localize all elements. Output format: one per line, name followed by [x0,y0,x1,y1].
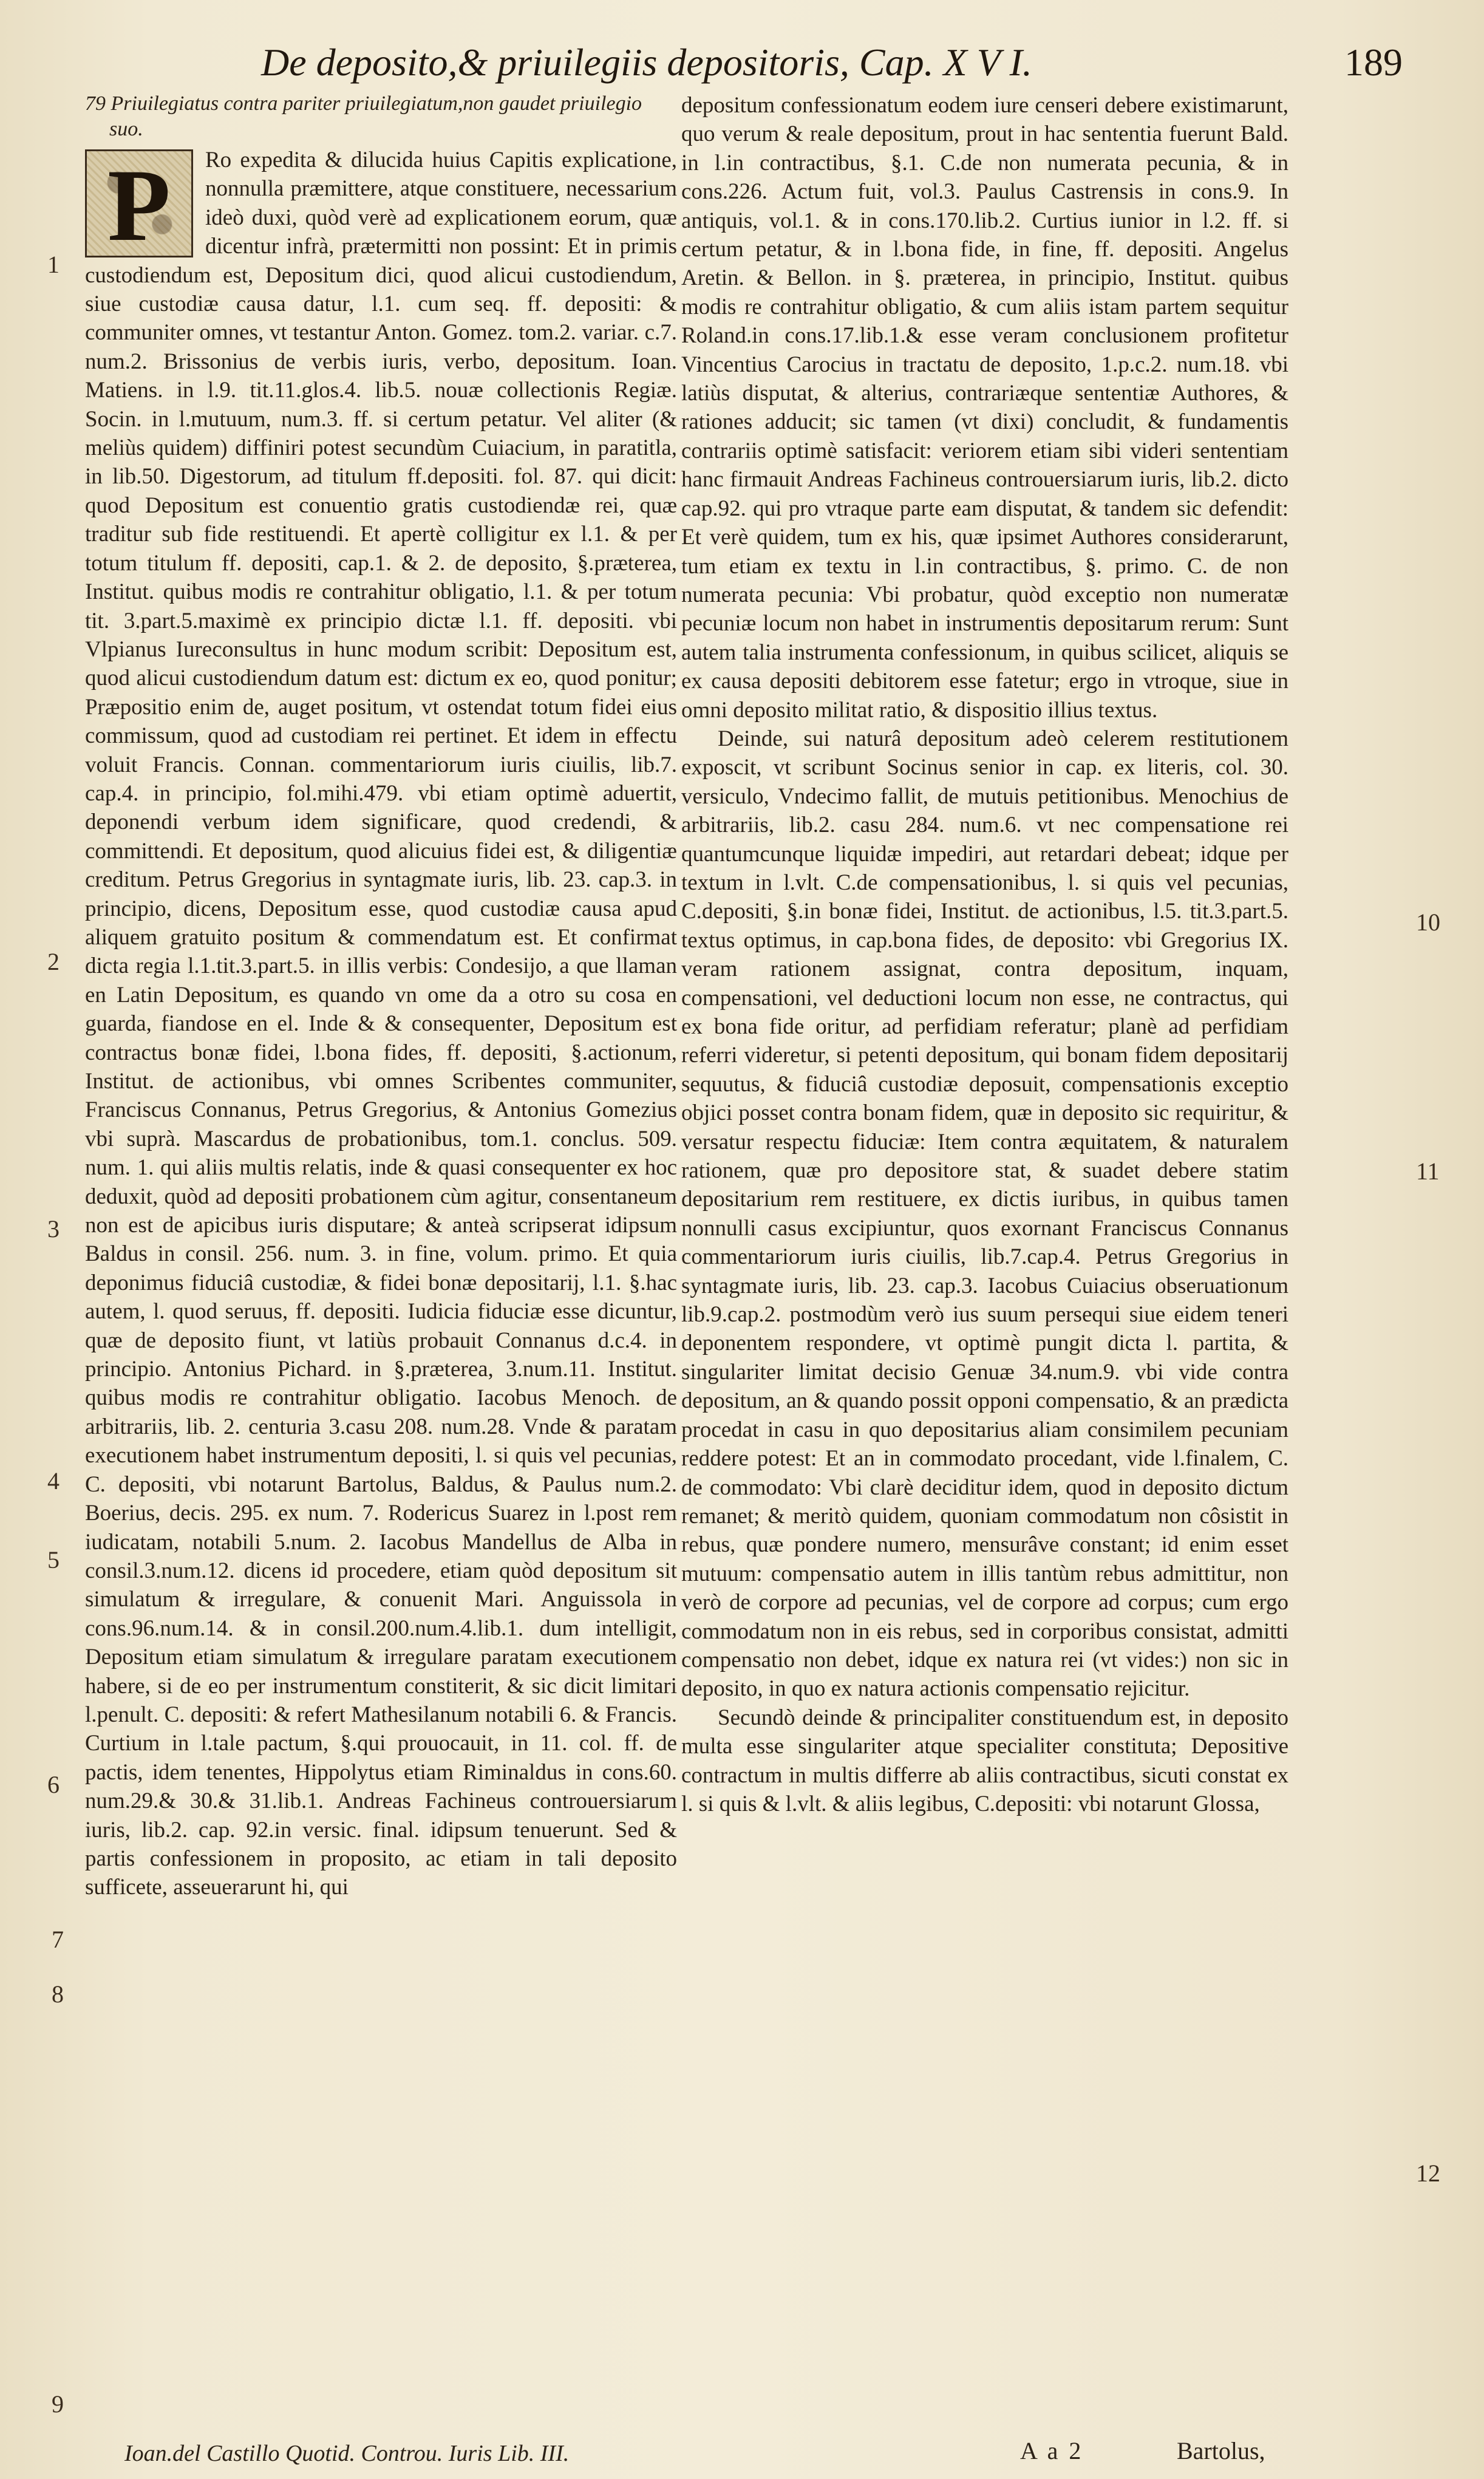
right-paragraph-1: depositum confessionatum eodem iure censeri debere existimarunt, quo verum & reale depositum, prout in hac sententia fuerunt Bald. in l.in contractibus, §.1. C.de non numerata pecunia, & in cons.226. Actum fuit, vol.3. Paulus Castrensis in cons.9. In antiquis, vol.1. & in cons.170.lib.2. Curtius iunior in l.2. ff. si certum petatur, & in l.bona fide, in fine, ff. depositi. Angelus Aretin. & Bellon. in §. præterea, in principio, Institut. quibus modis re contrahitur obligatio, & cum aliis istam partem sequitur Roland.in cons.17.lib.1.& esse veram conclusionem profitetur Vincentius Carocius in tractatu de deposito, 1.p.c.2. num.18. vbi latiùs disputat, & alterius, contrariæque sententiæ Authores, & rationes adducit; sic tamen (vt dixi) concludit, & fundamentis contrariis optimè satisfacit: veriorem etiam sibi videri sententiam hanc firmauit Andreas Fachineus controuersiarum iuris, lib.2. dicto cap.92. qui pro vtraque parte eam disputat, & tandem sic defendit: Et verè quidem, tum ex his, quæ ipsimet Authores considerarunt, tum etiam ex textu in l.in contractibus, §. primo. C. de non numerata pecunia: Vbi probatur, quòd exceptio non numeratæ pecuniæ locum non habet in instrumentis depositarum rerum: Sunt autem talia instrumenta confessionum, in quibus scilicet, aliquis se ex causa depositi debitorem esse fatetur; ergo in vtroque, siue in omni deposito militat ratio, & dispositio illius textus. [681,93,1288,723]
ornamental-drop-cap [85,148,193,262]
margin-number-1: 1 [47,251,60,278]
margin-number-4: 4 [47,1467,60,1495]
header-title: De deposito,& priuilegiis depositoris, Cap. X V I. [261,41,1032,84]
side-note-heading: 79 Priuilegiatus contra pariter priuilegiatum,non gaudet priuilegio suo. [85,92,642,140]
left-paragraph-1: Ro expedita & dilucida huius Capitis explicatione, nonnulla præmittere, atque constituere, necessarium ideò duxi, quòd verè ad explicationem eorum, quæ dicentur infrà, prætermitti non possint: Et in primis custodiendum est, Depositum dici, quod alicui custodiendum, siue custodiæ causa datur, l.1. cum seq. ff. depositi: & communiter omnes, vt testantur Anton. Gomez. tom.2. variar. c.7. num.2. Brissonius de verbis iuris, verbo, depositum. Ioan. Matiens. in l.9. tit.11.glos.4. lib.5. nouæ collectionis Regiæ. Socin. in l.mutuum, num.3. ff. si certum petatur. Vel aliter (& meliùs quidem) diffiniri potest secundùm Cuiacium, in paratitla, in lib.50. Digestorum, ad titulum ff.depositi. fol. 87. qui dicit: quod Depositum est conuentio gratis custodiendæ rei, quæ traditur sub fide restituendi. Et apertè colligitur ex l.1. & per totum titulum ff. depositi, cap.1. & 2. de deposito, §.præterea, Institut. quibus modis re contrahitur obligatio, l.1. & per totum tit. 3.part.5.maximè ex principio dictæ l.1. ff. depositi. vbi Vlpianus Iureconsultus in hunc modum scribit: Depositum est, quod alicui custodiendum datum est: dictum ex eo, quod ponitur; Præpositio enim de, auget positum, vt ostendat totum fidei eius commissum, quod ad custodiam rei pertinet. Et idem in effectu voluit Francis. Connan. commentariorum iuris ciuilis, lib.7. cap.4. in principio, fol.mihi.479. vbi etiam optimè aduertit, deponendi verbum idem significare, quod credendi, & committendi. Et depositum, quod alicuius fidei est, & diligentiæ creditum. Petrus Gregorius in syntagmate iuris, lib. 23. cap.3. in principio, dicens, Depositum esse, quod custodiæ causa apud aliquem gratuito positum & commendatum est. Et confirmat dicta regia l.1.tit.3.part.5. in illis verbis: Condesijo, a que llaman en Latin Depositum, es quando vn ome da a otro su cosa en guarda, fiandose en el. Inde & & consequenter, Depositum est contractus bonæ fidei, l.bona fides, ff. depositi, §.actionum, Institut. de actionibus, vbi omnes Scribentes communiter, Franciscus Connanus, Petrus Gregorius, & Antonius Gomezius vbi suprà. Mascardus de probationibus, tom.1. conclus. 509. num. 1. qui aliis multis relatis, inde & quasi consequenter ex hoc deduxit, quòd ad depositi probationem cùm agitur, consentaneum non est de apicibus iuris disputare; & anteà scripserat idipsum Baldus in consil. 256. num. 3. in fine, volum. primo. Et quia deponimus fiduciâ custodiæ, & fidei bonæ depositarij, l.1. §.hac autem, l. quod seruus, ff. depositi. Iudicia fiduciæ esse dicuntur, quæ de deposito fiunt, vt latiùs probauit Connanus d.c.4. in principio. Antonius Pichard. in §.præterea, 3.num.11. Institut. quibus modis re contrahitur obligatio. Iacobus Menoch. de arbitrariis, lib. 2. centuria 3.casu 208. num.28. Vnde & paratam executionem habet instrumentum depositi, l. si quis vel pecunias, C. depositi, vbi notarunt Bartolus, Baldus, & Paulus num.2. Boerius, decis. 295. ex num. 7. Rodericus Suarez in l.post rem iudicatam, notabili 5.num. 2. Iacobus Mandellus de Alba in consil.3.num.12. dicens id procedere, etiam quòd depositum sit simulatum & irregulare, & conuenit Mari. Anguissola in cons.96.num.14. & in consil.200.num.4.lib.1. dum intelligit, Depositum etiam simulatum & irregulare paratam executionem habere, si de eo per instrumentum constiterit, & sic dicit limitari l.penult. C. depositi: & refert Mathesilanum notabili 6. & Francis. Curtium in l.tale pactum, §.qui prouocauit, in 11. col. ff. de pactis, idem tenentes, Hippolytus etiam Riminaldus in cons.60. num.29.& 30.& 31.lib.1. Andreas Fachineus controuersiarum iuris, lib.2. cap. 92.in versic. final. idipsum tenuerunt. Sed & partis confessionem in proposito, ac etiam in tali deposito sufficete, asseuerarunt hi, qui [85,148,677,1900]
catchword: Bartolus, [1177,2437,1265,2464]
margin-number-5: 5 [47,1546,60,1574]
signature-mark: A a 2 [1020,2437,1084,2464]
drop-cap-letter: P [107,148,171,262]
margin-number-10: 10 [1416,909,1440,936]
running-header [261,29,1415,96]
right-paragraph-2: Deinde, sui naturâ depositum adeò celerem restitutionem exposcit, vt scribunt Socinus senior in cap. ex literis, col. 30. versiculo, Vndecimo fallit, de mutuis petitionibus. Menochius de arbitrariis, lib.2. casu 284. num.6. vt nec compensatione rei quantumcunque liquidæ impediri, aut retardari debeat; idque per textum in l.vlt. C.de compensationibus, l. si quis vel pecunias, C.depositi, §.in bonæ fidei, Institut. de actionibus, l.5. tit.3.part.5. textus optimus, in cap.bona fides, de deposito: vbi Gregorius IX. veram rationem assignat, contra depositum, inquam, compensationi, vel deductioni locum non esse, ne contractus, qui ex bona fide oritur, ad perfidiam referatur; planè ad perfidiam referri videretur, si petenti depositum, qui bonam fidem depositarij sequutus, & fiduciâ custodiæ deposuit, compensationis exceptio objici posset contra bonam fidem, quæ in deposito sic requiritur, & versatur respectu fiduciæ: Item contra æquitatem, & naturalem rationem, quæ pro depositore stat, & suadet debere statim depositarium rem restituere, ex dictis iuribus, in quibus tamen nonnulli casus excipiuntur, quos exornant Franciscus Connanus commentariorum iuris ciuilis, lib.7.cap.4. Petrus Gregorius in syntagmate iuris, lib. 23. cap.3. Iacobus Cuiacius obseruationum lib.9.cap.2. postmodùm verò ius suum persequi siue eidem teneri deponentem respondere, vt optimè pungit dicta l. partita, & singulariter limitat decisio Genuæ 34.num.9. vbi vide contra depositum, an & quando possit opponi compensatio, & an prædicta procedat in casu in quo depositarius aliam consimilem pecuniam reddere potest: Et an in commodato procedant, vide l.finalem, C. de commodato: Vbi clarè deciditur idem, quod in deposito dictum remanet; & meritò quidem, quoniam commodatum non côsistit in rebus, quæ pondere numero, mensurâve constant; id enim esset mutuum: compensatio autem in illis tantùm rebus admittitur, non verò de corpore ad pecunias, vel de corpore ad corpus; cum ergo commodatum non in eis rebus, sed in corporibus consistat, admitti compensatio non debet, idque ex natura rei (vt vides:) non sic in deposito, in quo ex natura actionis compensatio rejicitur. [681,726,1288,1702]
margin-number-2: 2 [47,948,60,975]
right-column [681,91,1288,1818]
margin-number-6: 6 [47,1771,60,1798]
margin-number-3: 3 [47,1215,60,1243]
margin-number-9: 9 [52,2390,64,2418]
margin-number-12: 12 [1416,2160,1440,2187]
margin-number-8: 8 [52,1980,64,2008]
folio-number: 189 [1344,41,1403,84]
footer-book-title: Ioan.del Castillo Quotid. Controu. Iuris Lib. III. [124,2441,570,2466]
left-column [85,91,677,1902]
margin-number-7: 7 [52,1926,64,1953]
right-paragraph-3: Secundò deinde & principaliter constituendum est, in deposito multa esse singulariter atque specialiter constituta; Depositive contractum in multis differre ab aliis contractibus, sicuti constat ex l. si quis & l.vlt. & aliis legibus, C.depositi: vbi notarunt Glossa, [681,1705,1288,1816]
margin-number-11: 11 [1416,1158,1440,1185]
